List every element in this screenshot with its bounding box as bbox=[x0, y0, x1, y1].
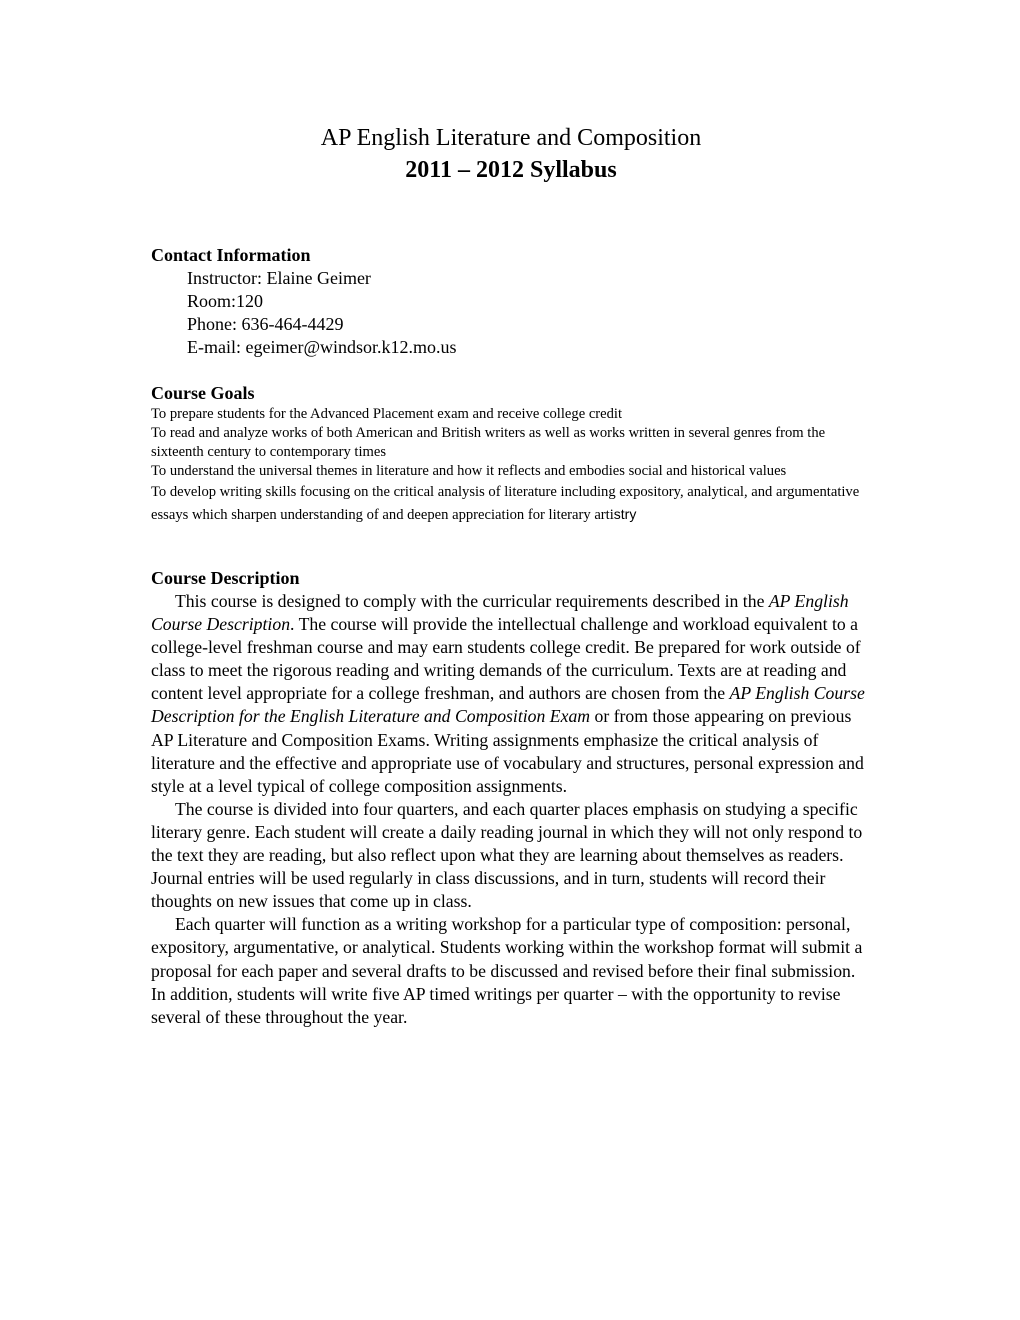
contact-instructor: Instructor: Elaine Geimer bbox=[187, 268, 371, 288]
goal-item: To prepare students for the Advanced Placement exam and receive college credit bbox=[151, 406, 623, 422]
description-paragraph-1 bbox=[151, 590, 871, 798]
p1-citation-2: AP English Course Description for the English Literature and Composition Exam bbox=[151, 683, 865, 727]
contact-room: Room:120 bbox=[187, 291, 264, 311]
goals-heading: Course Goals bbox=[151, 383, 255, 403]
p1-text-c: . The course will provide the intellectual challenge and workload equivalent to a college-level freshman course and may earn students college credit. Be prepared for work outside of class to meet the rigorous reading and writing demands of the curriculum. Texts are at reading and content level appropriate for a college freshman, and authors are chosen from the bbox=[151, 614, 861, 704]
goal-4-text: To develop writing skills focusing on the critical analysis of literature including expository, analytical, and argumentative essays which sharpen understanding of and deepen appreciation for literary arti bbox=[151, 484, 860, 523]
p1-citation-1: AP English Course Description bbox=[151, 591, 849, 635]
goal-item bbox=[151, 481, 871, 526]
description-section bbox=[151, 567, 871, 1029]
p1-text-e: or from those appearing on previous AP Literature and Composition Exams. Writing assignments emphasize the critical analysis of literature and the effective and appropriate use of vocabulary and structures, personal expression and style at a level typical of college composition assignments. bbox=[151, 706, 864, 796]
contact-section bbox=[151, 244, 871, 359]
goal-item: To read and analyze works of both American and British writers as well as works written in several genres from the sixteenth century to contemporary times bbox=[151, 425, 826, 460]
contact-heading: Contact Information bbox=[151, 245, 311, 265]
goal-item: To understand the universal themes in literature and how it reflects and embodies social and historical values bbox=[151, 463, 787, 479]
description-paragraph-3: Each quarter will function as a writing workshop for a particular type of composition: personal, expository, argumentative, or analytical. Students working within the workshop format will submit a proposal for each paper and several drafts to be discussed and revised before their final submission. In addition, students will write five AP timed writings per quarter – with the opportunity to revise several of these throughout the year. bbox=[151, 914, 863, 1027]
description-paragraph-2: The course is divided into four quarters, and each quarter places emphasis on studying a specific literary genre. Each student will create a daily reading journal in which they will not only respond to the text they are reading, but also reflect upon what they are learning about themselves as readers. Journal entries will be used regularly in class discussions, and in turn, students will record their thoughts on new issues that come up in class. bbox=[151, 798, 863, 912]
document-title: AP English Literature and Composition bbox=[320, 125, 702, 151]
goal-4-text-tail: stry bbox=[613, 506, 637, 522]
title-block bbox=[151, 122, 871, 186]
description-heading: Course Description bbox=[151, 568, 300, 588]
contact-email: E-mail: egeimer@windsor.k12.mo.us bbox=[187, 337, 457, 357]
goals-section bbox=[151, 382, 871, 526]
p1-text-a: This course is designed to comply with the curricular requirements described in the bbox=[175, 591, 769, 611]
document-subtitle: 2011 – 2012 Syllabus bbox=[405, 157, 617, 183]
contact-phone: Phone: 636-464-4429 bbox=[187, 314, 344, 334]
